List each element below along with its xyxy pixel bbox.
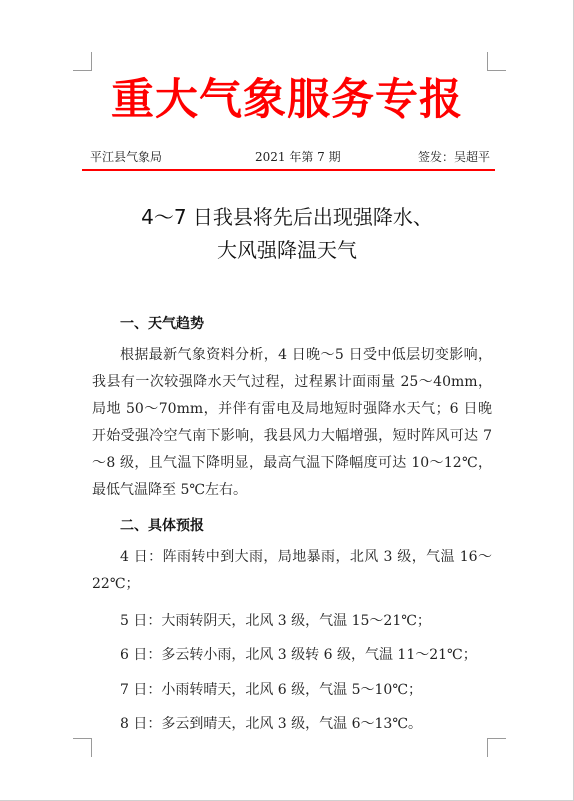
corner-mark-bottom-right xyxy=(487,738,506,757)
masthead-title: 重大气象服务专报 xyxy=(111,75,463,125)
headline-line-1: 4～7 日我县将先后出现强降水、 xyxy=(141,205,433,229)
section-title-trend: 一、天气趋势 xyxy=(120,316,204,332)
corner-mark-top-right xyxy=(487,52,506,71)
forecast-day-5: 5 日：大雨转阴天，北风 3 级，气温 15～21℃； xyxy=(120,613,431,629)
red-divider xyxy=(82,169,495,171)
trend-paragraph: 根据最新气象资料分析，4 日晚～5 日受中低层切变影响，我县有一次较强降水天气过程，过程累计面雨量 25～40mm，局地 50～70mm，并伴有雷电及局地短时强降水天气；6 日晚开始受强冷空气南下影响，我县风力大幅增强，短时阵风可达 7～8 级，且气温下降明显，最高气温下降幅度可达 10～12℃，最低气温降至 5℃左右。 xyxy=(92,347,492,498)
headline-line-2: 大风强降温天气 xyxy=(217,238,357,262)
headline xyxy=(0,201,574,267)
forecast-day-6: 6 日：多云转小雨，北风 3 级转 6 级，气温 11～21℃； xyxy=(120,647,477,663)
issue-number: 2021 年第 7 期 xyxy=(255,150,341,164)
corner-mark-bottom-left xyxy=(73,738,92,757)
issuer: 平江县气象局 xyxy=(90,150,163,164)
corner-mark-top-left xyxy=(73,52,92,71)
forecast-day-8: 8 日：多云到晴天，北风 3 级，气温 6～13℃。 xyxy=(120,716,422,732)
forecast-day-7: 7 日：小雨转晴天，北风 6 级，气温 5～10℃； xyxy=(120,682,422,698)
issue-info-line xyxy=(90,148,490,166)
forecast-day-4: 4 日：阵雨转中到大雨，局地暴雨，北风 3 级，气温 16～22℃； xyxy=(92,549,492,592)
signer: 签发：吴超平 xyxy=(417,150,490,164)
section-title-forecast: 二、具体预报 xyxy=(120,518,204,534)
